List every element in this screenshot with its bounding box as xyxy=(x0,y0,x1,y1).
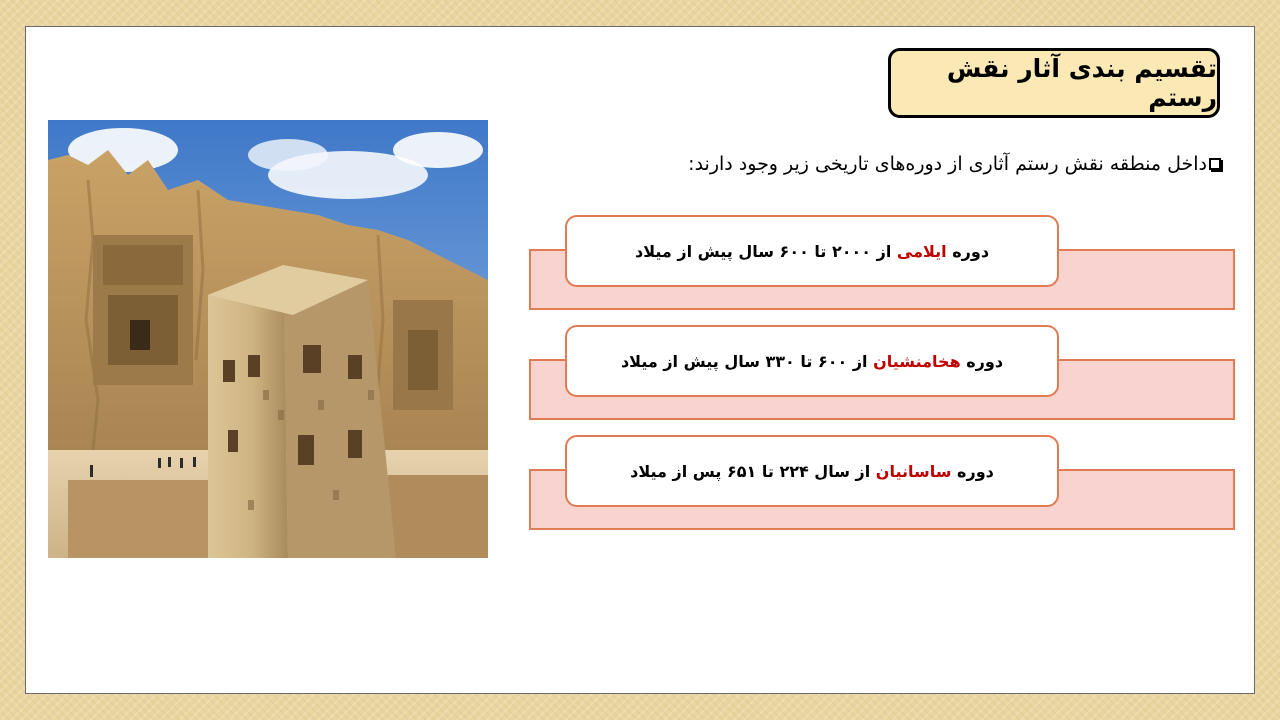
period-card xyxy=(565,215,1059,287)
period-range: از ۶۰۰ تا ۳۳۰ سال پیش از میلاد xyxy=(620,351,868,371)
title-box xyxy=(888,48,1220,118)
period-prefix: دوره xyxy=(966,351,1004,371)
period-name: ایلامی xyxy=(896,241,947,261)
square-bullet-icon xyxy=(1209,158,1221,170)
period-range: از سال ۲۲۴ تا ۶۵۱ پس از میلاد xyxy=(630,461,871,481)
slide-title: تقسیم بندی آثار نقش رستم xyxy=(946,54,1217,112)
period-prefix: دوره xyxy=(952,241,990,261)
intro-bullet xyxy=(688,153,1221,175)
naqsh-e-rustam-photo xyxy=(48,120,488,558)
intro-text: داخل منطقه نقش رستم آثاری از دوره‌های تاریخی زیر وجود دارند: xyxy=(688,153,1207,175)
period-card xyxy=(565,435,1059,507)
period-row-elamite xyxy=(529,215,1235,312)
period-name: هخامنشیان xyxy=(873,351,961,371)
period-row-sasanian xyxy=(529,435,1235,532)
slide xyxy=(25,26,1255,694)
period-name: ساسانیان xyxy=(875,461,952,481)
period-card xyxy=(565,325,1059,397)
period-prefix: دوره xyxy=(957,461,994,481)
period-row-achaemenid xyxy=(529,325,1235,422)
period-range: از ۲۰۰۰ تا ۶۰۰ سال پیش از میلاد xyxy=(634,241,892,261)
